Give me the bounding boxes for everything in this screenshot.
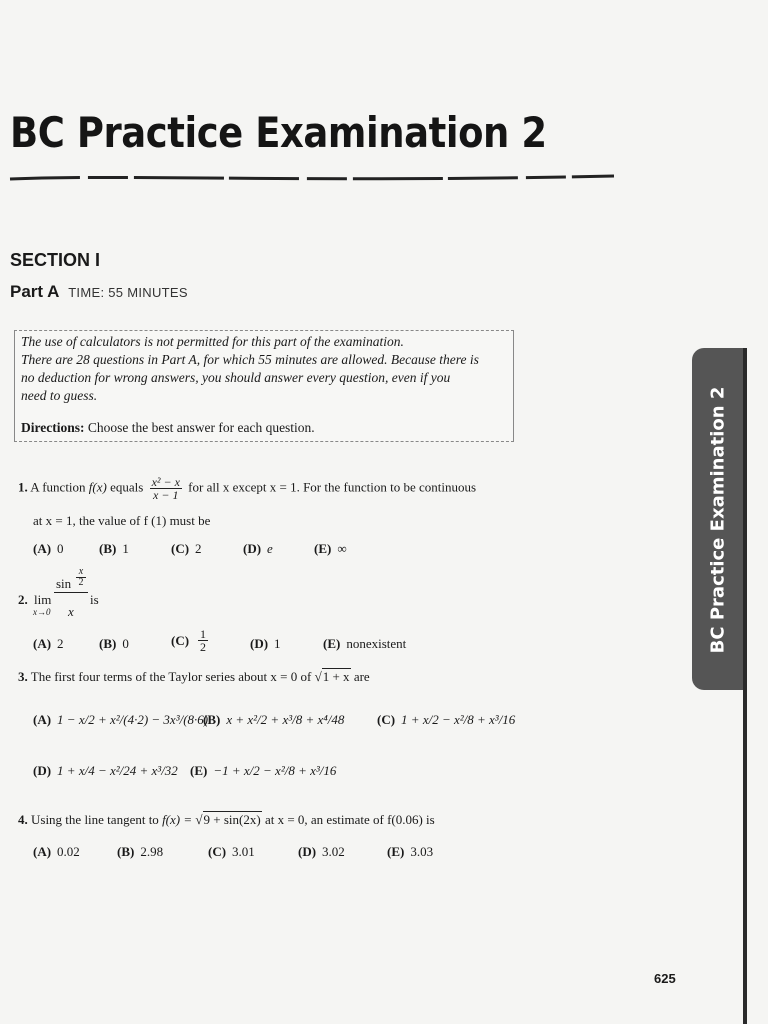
choice-text: 1 − x/2 + x²/(4·2) − 3x³/(8·6) [57,712,209,727]
choice-label: (E) [323,636,341,651]
fraction-numerator: 1 [200,627,207,641]
answer-choice[interactable] [33,844,80,860]
sqrt-radicand: 1 + x [322,669,350,684]
part-label: Part A [10,282,60,301]
answer-choice[interactable] [190,763,336,779]
choice-text: 3.03 [410,844,434,859]
question-number: 3. [18,669,28,684]
directions-label: Directions: [21,420,85,435]
choice-text: ∞ [337,541,347,556]
instructions-box [14,330,514,442]
choice-label: (D) [298,844,317,859]
answer-choice[interactable] [323,636,406,652]
choice-text: 1 [122,541,129,556]
instruction-line: There are 28 questions in Part A, for which 55 minutes are allowed. Because there is [21,352,479,367]
limit-operator: lim [34,592,52,607]
page-edge-bar [743,348,747,1024]
question-text: equals [110,479,144,495]
question-text: The first four terms of the Taylor series about x = 0 of [30,669,312,684]
answer-choice[interactable] [117,844,163,860]
choice-text: 0 [122,636,129,651]
choice-text: nonexistent [346,636,407,651]
question-2 [18,568,138,618]
choice-label: (E) [190,763,208,778]
answer-choice[interactable] [298,844,345,860]
answer-choice[interactable] [377,712,515,728]
choice-label: (A) [33,636,52,651]
fraction-denominator: 2 [78,577,84,588]
question-text: at x = 1, the value of f (1) must be [33,513,211,528]
choice-text: 2.98 [140,844,164,859]
question-number: 1. [18,479,28,495]
question-1 [18,476,476,501]
choice-text: 1 + x/2 − x²/8 + x³/16 [401,712,516,727]
answer-choice[interactable] [99,636,129,652]
question-text: at x = 0, an estimate of f(0.06) is [264,812,435,827]
question-text: A function [30,479,86,495]
part-time: TIME: 55 MINUTES [68,285,188,300]
limit-subscript: x→0 [33,607,51,617]
choice-label: (E) [387,844,405,859]
instruction-line: The use of calculators is not permitted for this part of the examination. [21,334,404,349]
choice-label: (C) [171,632,190,648]
question-text: are [353,669,370,684]
answer-choice[interactable] [203,712,344,728]
answer-choice[interactable] [171,628,211,653]
section-heading: SECTION I [10,250,101,270]
question-text: for all x except x = 1. For the function to be continuous [188,479,477,495]
choice-text: 2 [195,541,202,556]
answer-choice[interactable] [387,844,433,860]
answer-choice[interactable] [99,541,129,557]
answer-choice[interactable] [314,541,347,557]
choice-text: e [267,541,273,556]
choice-label: (E) [314,541,332,556]
instruction-line: need to guess. [21,388,98,403]
fraction [150,476,182,501]
choice-text: −1 + x/2 − x²/8 + x³/16 [213,763,337,778]
question-4 [18,812,435,828]
choice-text: 3.01 [232,844,255,859]
choice-text: 0 [57,541,64,556]
choice-label: (B) [117,844,135,859]
question-text: is [90,592,99,607]
choice-label: (A) [33,844,52,859]
question-number: 4. [18,812,28,827]
fraction-denominator: x [68,604,74,619]
fraction [198,628,208,653]
question-3 [18,669,370,685]
fraction-numerator: x² − x [151,475,180,489]
fraction-denominator: x − 1 [153,488,179,502]
choice-label: (A) [33,712,52,727]
choice-label: (C) [208,844,227,859]
sqrt-expression: √9 + sin(2x) [195,812,261,827]
choice-label: (D) [250,636,269,651]
question-number: 2. [18,592,28,607]
choice-label: (B) [203,712,221,727]
choice-text: x + x²/2 + x³/8 + x⁴/48 [226,712,345,727]
answer-choice[interactable] [33,636,64,652]
choice-label: (B) [99,541,117,556]
page-number: 625 [654,971,676,986]
answer-choice[interactable] [33,763,178,779]
part-heading [10,282,188,302]
choice-label: (B) [99,636,117,651]
question-text: Using the line tangent to [31,812,159,827]
answer-choice[interactable] [33,541,64,557]
sin-argument [76,567,86,588]
question-text: f(x) = [162,812,193,827]
page-title: BC Practice Examination 2 [10,108,547,157]
answer-choice[interactable] [33,712,208,728]
directions [21,420,507,436]
instruction-line: no deduction for wrong answers, you should answer every question, even if you [21,370,451,385]
choice-label: (C) [377,712,396,727]
answer-choice[interactable] [208,844,255,860]
choice-text: 2 [57,636,64,651]
choice-label: (D) [33,763,52,778]
choice-label: (C) [171,541,190,556]
choice-text: 3.02 [322,844,345,859]
fraction-denominator: 2 [200,640,207,654]
choice-label: (D) [243,541,262,556]
sqrt-radicand: 9 + sin(2x) [203,812,261,827]
choice-text: 1 [274,636,281,651]
sqrt-expression: √1 + x [314,669,350,684]
choice-text: 1 + x/4 − x²/24 + x³/32 [57,763,178,778]
choice-text: 0.02 [57,844,80,859]
choice-label: (A) [33,541,52,556]
answer-choice[interactable] [250,636,281,652]
title-underline [8,173,616,185]
fraction-bar [54,592,88,593]
chapter-tab-label: BC Practice Examination 2 [707,386,729,654]
question-text: f(x) [88,479,107,495]
fraction-numerator: x [76,567,86,578]
sin-function: sin [56,576,72,591]
answer-choice[interactable] [243,541,273,557]
directions-text: Choose the best answer for each question. [87,420,315,435]
answer-choice[interactable] [171,541,202,557]
